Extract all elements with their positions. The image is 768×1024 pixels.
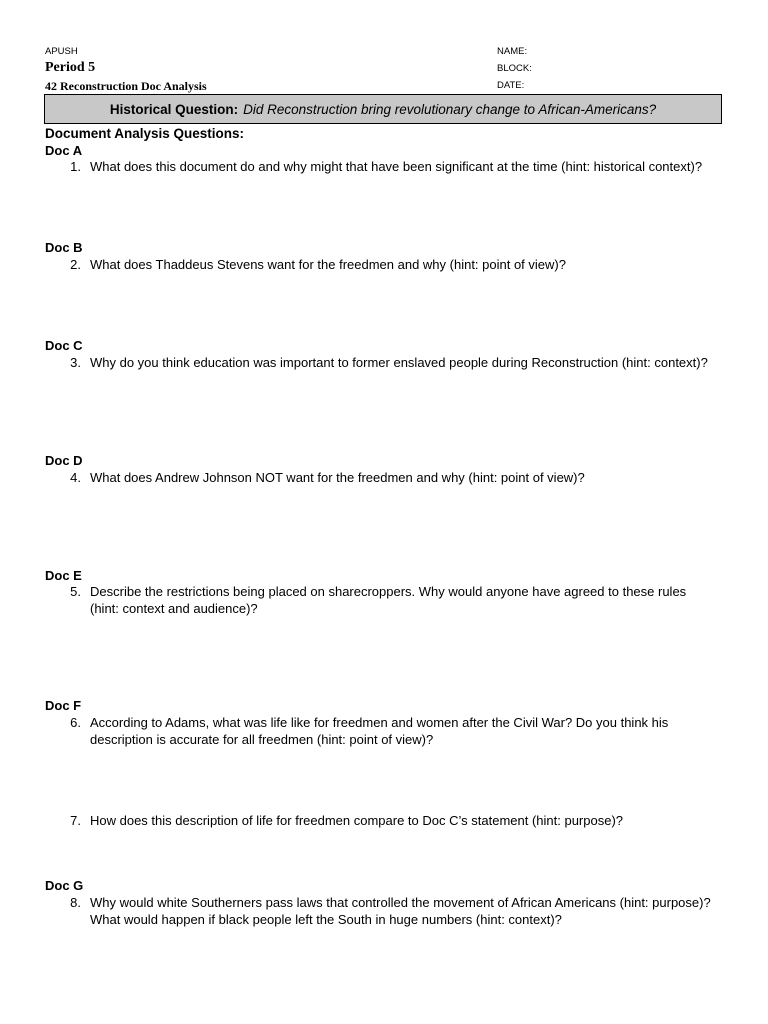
- question-number: 6.: [70, 715, 81, 730]
- question-2: [67, 256, 717, 273]
- question-7: [67, 812, 717, 829]
- question-5: [67, 583, 717, 617]
- question-text: Why do you think education was important to former enslaved people during Reconstruction (hint: context)?: [90, 355, 708, 370]
- historical-question-text: Did Reconstruction bring revolutionary change to African-Americans?: [243, 101, 657, 117]
- doc-label-c: Doc C: [45, 338, 83, 353]
- question-8: [67, 894, 717, 928]
- question-text: What does Thaddeus Stevens want for the freedmen and why (hint: point of view)?: [90, 257, 566, 272]
- historical-question-label: Historical Question:: [109, 101, 239, 117]
- name-field-label: NAME:: [497, 46, 528, 57]
- question-number: 5.: [70, 584, 81, 599]
- question-text: How does this description of life for freedmen compare to Doc C’s statement (hint: purpose)?: [90, 813, 624, 828]
- question-text: Why would white Southerners pass laws that controlled the movement of African Americans (hint: purpose)? What would happen if black people left the South in huge numbers (hint: context)?: [90, 895, 711, 927]
- course-label: APUSH: [45, 46, 78, 57]
- doc-label-g: Doc G: [45, 878, 84, 893]
- question-number: 8.: [70, 895, 81, 910]
- question-text: According to Adams, what was life like for freedmen and women after the Civil War? Do you think his description is accurate for all freedmen (hint: point of view)?: [90, 715, 669, 747]
- question-6: [67, 714, 717, 748]
- question-number: 2.: [70, 257, 81, 272]
- block-field-label: BLOCK:: [497, 63, 532, 74]
- question-number: 3.: [70, 355, 81, 370]
- doc-label-e: Doc E: [45, 568, 82, 583]
- doc-label-f: Doc F: [45, 698, 82, 713]
- doc-label-b: Doc B: [45, 240, 83, 255]
- question-1: [67, 158, 717, 175]
- period-label: Period 5: [45, 60, 96, 75]
- doc-label-a: Doc A: [45, 143, 83, 158]
- worksheet-title: 42 Reconstruction Doc Analysis: [45, 79, 207, 93]
- question-3: [67, 354, 717, 371]
- doc-label-d: Doc D: [45, 453, 83, 468]
- question-text: What does this document do and why might that have been significant at the time (hint: historical context)?: [90, 159, 703, 174]
- question-text: Describe the restrictions being placed on sharecroppers. Why would anyone have agreed to these rules (hint: context and audience)?: [90, 584, 687, 616]
- question-number: 7.: [70, 813, 81, 828]
- question-number: 4.: [70, 470, 81, 485]
- section-heading: Document Analysis Questions:: [45, 126, 245, 141]
- question-text: What does Andrew Johnson NOT want for the freedmen and why (hint: point of view)?: [90, 470, 585, 485]
- date-field-label: DATE:: [497, 80, 525, 91]
- historical-question-box: [44, 94, 722, 124]
- question-4: [67, 469, 717, 486]
- question-number: 1.: [70, 159, 81, 174]
